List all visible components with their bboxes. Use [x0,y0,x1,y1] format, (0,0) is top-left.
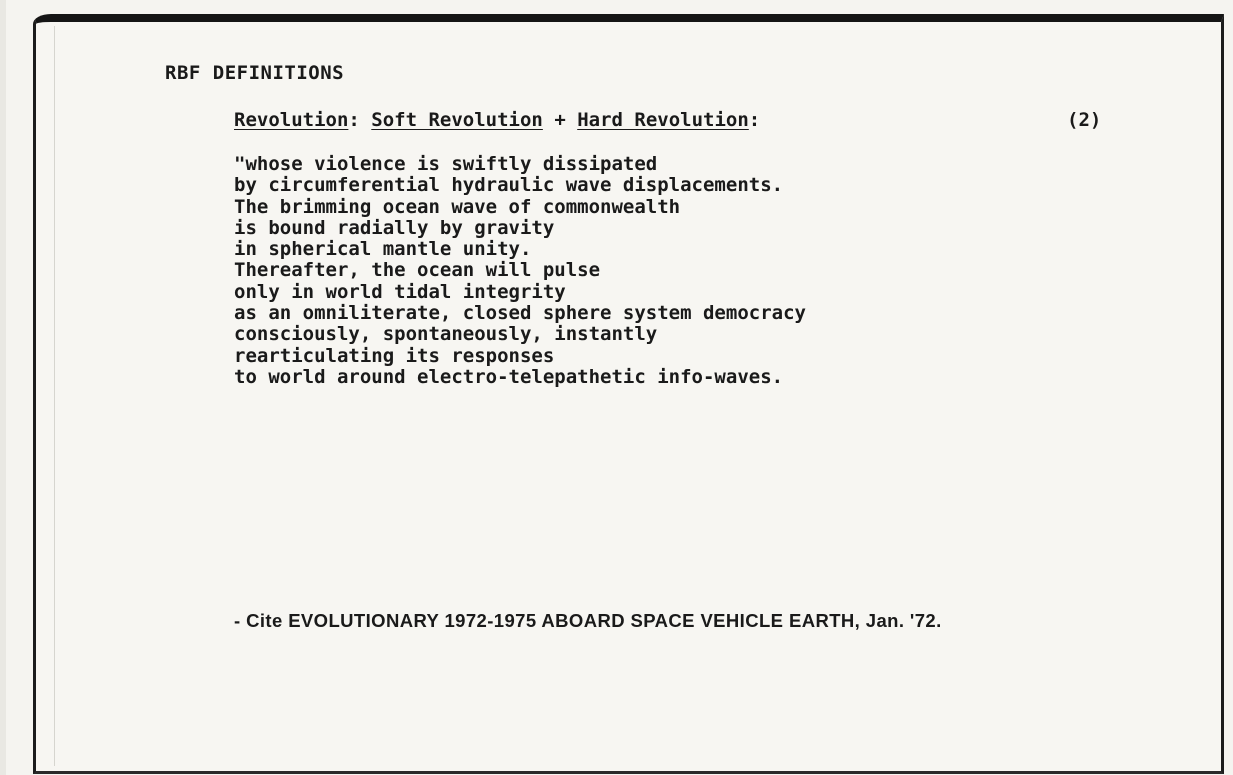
body-line: in spherical mantle unity. [234,238,532,261]
body-line: only in world tidal integrity [234,280,566,303]
plus-sign: + [542,109,578,131]
definition-body [234,154,806,388]
citation: - Cite EVOLUTIONARY 1972-1975 ABOARD SPACE VEHICLE EARTH, Jan. '72. [234,610,942,631]
term-separator: : [348,109,372,131]
body-line: Thereafter, the ocean will pulse [234,259,601,282]
margin-rule [54,26,55,766]
body-line: is bound radially by gravity [234,216,555,239]
definition-title [234,109,760,131]
page-margin [0,0,6,775]
body-line: The brimming ocean wave of commonwealth [234,195,681,218]
body-line: rearticulating its responses [234,344,555,367]
soft-revolution-term: Soft Revolution [371,109,543,131]
definition-term: Revolution [234,109,349,131]
page-number: (2) [1067,109,1102,131]
document-heading: RBF DEFINITIONS [165,62,345,84]
body-line: as an omniliterate, closed sphere system democracy [234,302,806,325]
body-line: to world around electro-telepathetic info-waves. [234,365,784,388]
title-colon: : [748,109,761,131]
body-line: consciously, spontaneously, instantly [234,323,658,346]
body-line: by circumferential hydraulic wave displacements. [234,174,784,197]
body-line: "whose violence is swiftly dissipated [234,153,658,175]
hard-revolution-term: Hard Revolution [577,109,749,131]
